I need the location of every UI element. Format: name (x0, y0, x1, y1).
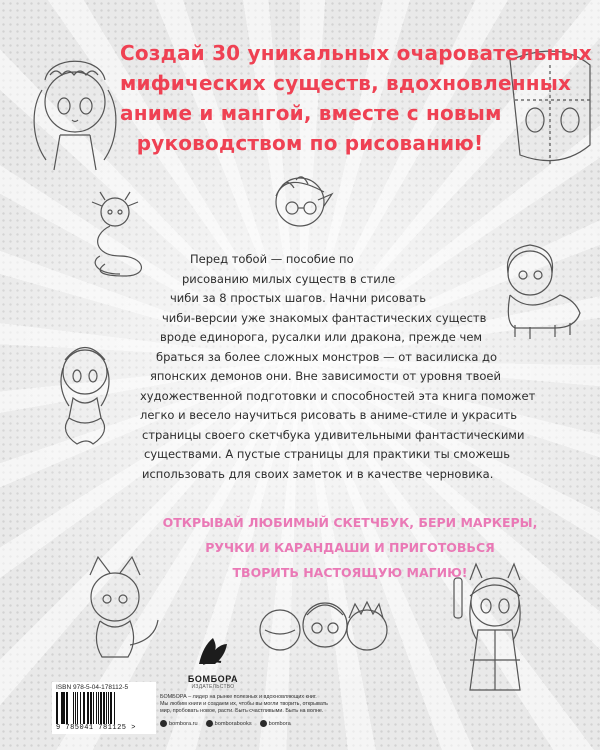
call-to-action (130, 510, 570, 585)
description-line: японских демонов они. Вне зависимости от уровня твоей (150, 369, 501, 383)
headline-line: руководством по рисованию! (136, 131, 484, 155)
chibi-dragon-snake-sketch (80, 190, 160, 280)
cta-line: ТВОРИТЬ НАСТОЯЩУЮ МАГИЮ! (232, 565, 468, 580)
website-link[interactable] (160, 720, 198, 727)
publisher-description (160, 694, 420, 716)
chibi-mermaid-sketch (35, 340, 135, 450)
description-line: браться за более сложных монстров — от василиска до (156, 349, 498, 364)
chibi-boy-glasses-sketch (260, 160, 340, 240)
description-line: рисованию милых существ в стиле (182, 271, 396, 286)
social-link-books-label: bomborabooks (214, 720, 252, 727)
headline-line: аниме и мангой, вместе с новым (120, 101, 502, 125)
publisher-links (160, 720, 291, 727)
cta-line: ОТКРЫВАЙ ЛЮБИМЫЙ СКЕТЧБУК, БЕРИ МАРКЕРЫ, (162, 515, 538, 530)
description-line: использовать для своих заметок и в качестве черновика. (142, 466, 494, 481)
description-line: легко и весело научиться рисовать в аниме-стиле и украсить (140, 408, 518, 422)
publisher-description-line: Мы любим книги и создаем их, чтобы вы могли творить, открывать (160, 701, 328, 708)
description-line: вроде единорога, русалки или дракона, прежде чем (160, 330, 483, 344)
description-line: чиби-версии уже знакомых фантастических существ (162, 310, 487, 325)
barcode-bar (115, 692, 116, 724)
chibi-heads-row-sketch (245, 590, 395, 670)
isbn-barcode-block (52, 682, 156, 734)
barcode-digits: 9 785041 781125 > (56, 724, 136, 732)
publisher-logo (168, 630, 258, 690)
social-link-main-label: bombora (268, 720, 291, 727)
description-text (140, 250, 550, 484)
website-link-label: bombora.ru (169, 720, 198, 727)
publisher-description-line: мир, пробовать новое, расти. Быть счастливыми. Быть на волне. (160, 708, 324, 715)
globe-icon (160, 720, 167, 727)
description-line: чиби за 8 простых шагов. Начни рисовать (170, 291, 427, 305)
headline-line: мифических существ, вдохновленных (120, 71, 572, 95)
headline (120, 38, 592, 158)
isbn-label: ISBN 978-5-04-178112-5 (56, 684, 129, 691)
publisher-description-line: БОМБОРА – лидер на рынке полезных и вдохновляющих книг. (160, 694, 317, 700)
bombora-logo-icon (193, 630, 233, 670)
social-link-main[interactable] (260, 720, 291, 727)
publisher-subtitle: ИЗДАТЕЛЬСТВО (191, 684, 235, 690)
headline-line: Создай 30 уникальных очаровательных (120, 41, 592, 65)
social-link-books[interactable] (206, 720, 252, 727)
description-line: художественной подготовки и способностей эта книга поможет (140, 388, 536, 403)
barcode (56, 692, 152, 724)
description-line: Перед тобой — пособие по (190, 252, 354, 266)
chibi-girl-curly-hair-sketch (20, 40, 130, 180)
cta-line: РУЧКИ И КАРАНДАШИ И ПРИГОТОВЬСЯ (205, 540, 495, 555)
publisher-name: БОМБОРА (187, 674, 239, 684)
social-icon (206, 720, 213, 727)
social-icon (260, 720, 267, 727)
description-line: страницы своего скетчбука удивительными фантастическими (142, 427, 525, 442)
description-line: существами. А пустые страницы для практики ты сможешь (144, 447, 511, 461)
